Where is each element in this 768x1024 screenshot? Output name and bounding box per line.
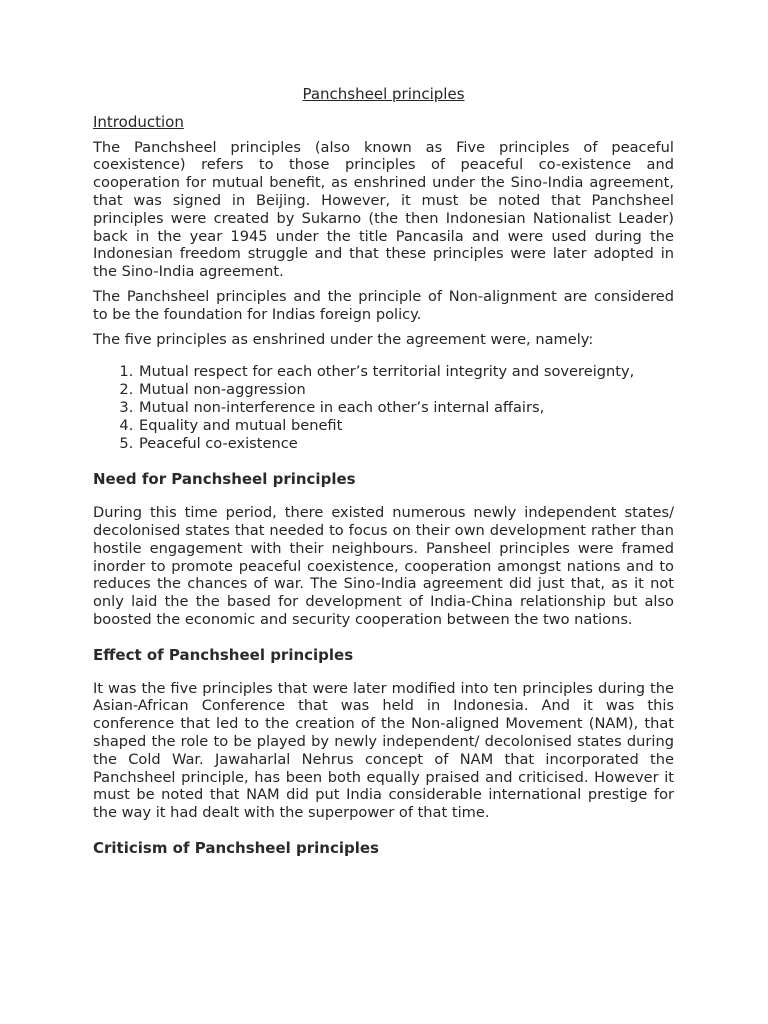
page-title: Panchsheel principles: [302, 85, 465, 103]
need-heading: Need for Panchsheel principles: [93, 470, 356, 489]
list-item: 4. Equality and mutual benefit: [138, 417, 674, 435]
list-item: 2. Mutual non-aggression: [138, 381, 674, 399]
list-item: 5. Peaceful co-existence: [138, 435, 674, 453]
intro-paragraph-1: The Panchsheel principles (also known as Five principles of peaceful coexistence) refers to those principles of peaceful co-existence and cooperation for mutual benefit, as enshrined under the Sino-India agreement, that was signed in Beijing. However, it must be noted that Panchsheel principles were created by Sukarno (the then Indonesian Nationalist Leader) back in the year 1945 under the title Pancasila and were used during the Indonesian freedom struggle and that these principles were later adopted in the Sino-India agreement.: [93, 138, 674, 281]
introduction-heading: Introduction: [93, 112, 184, 131]
criticism-heading: Criticism of Panchsheel principles: [93, 838, 379, 857]
effect-paragraph: It was the five principles that were later modified into ten principles during the Asian-African Conference that was held in Indonesia. And it was this conference that led to the creation of the Non-aligned Movement (NAM), that shaped the role to be played by newly independent/ decolonised states during the Cold War. Jawaharlal Nehrus concept of NAM that incorporated the Panchsheel principle, has been both equally praised and criticised. However it must be noted that NAM did put India considerable international prestige for the way it had dealt with the superpower of that time.: [93, 679, 674, 822]
principles-list: [93, 363, 674, 452]
effect-heading: Effect of Panchsheel principles: [93, 645, 354, 664]
list-item: 1. Mutual respect for each other’s territorial integrity and sovereignty,: [138, 363, 674, 381]
list-item: 3. Mutual non-interference in each other’s internal affairs,: [138, 399, 674, 417]
intro-paragraph-3: The five principles as enshrined under the agreement were, namely:: [93, 330, 594, 348]
need-paragraph: During this time period, there existed numerous newly independent states/ decolonised states that needed to focus on their own development rather than hostile engagement with their neighbours. Pansheel principles were framed inorder to promote peaceful coexistence, cooperation amongst nations and to reduces the chances of war. The Sino-India agreement did just that, as it not only laid the the based for development of India-China relationship but also boosted the economic and security cooperation between the two nations.: [93, 504, 674, 628]
document-page: [93, 86, 674, 873]
intro-paragraph-2: The Panchsheel principles and the principle of Non-alignment are considered to be the foundation for Indias foreign policy.: [93, 287, 674, 323]
